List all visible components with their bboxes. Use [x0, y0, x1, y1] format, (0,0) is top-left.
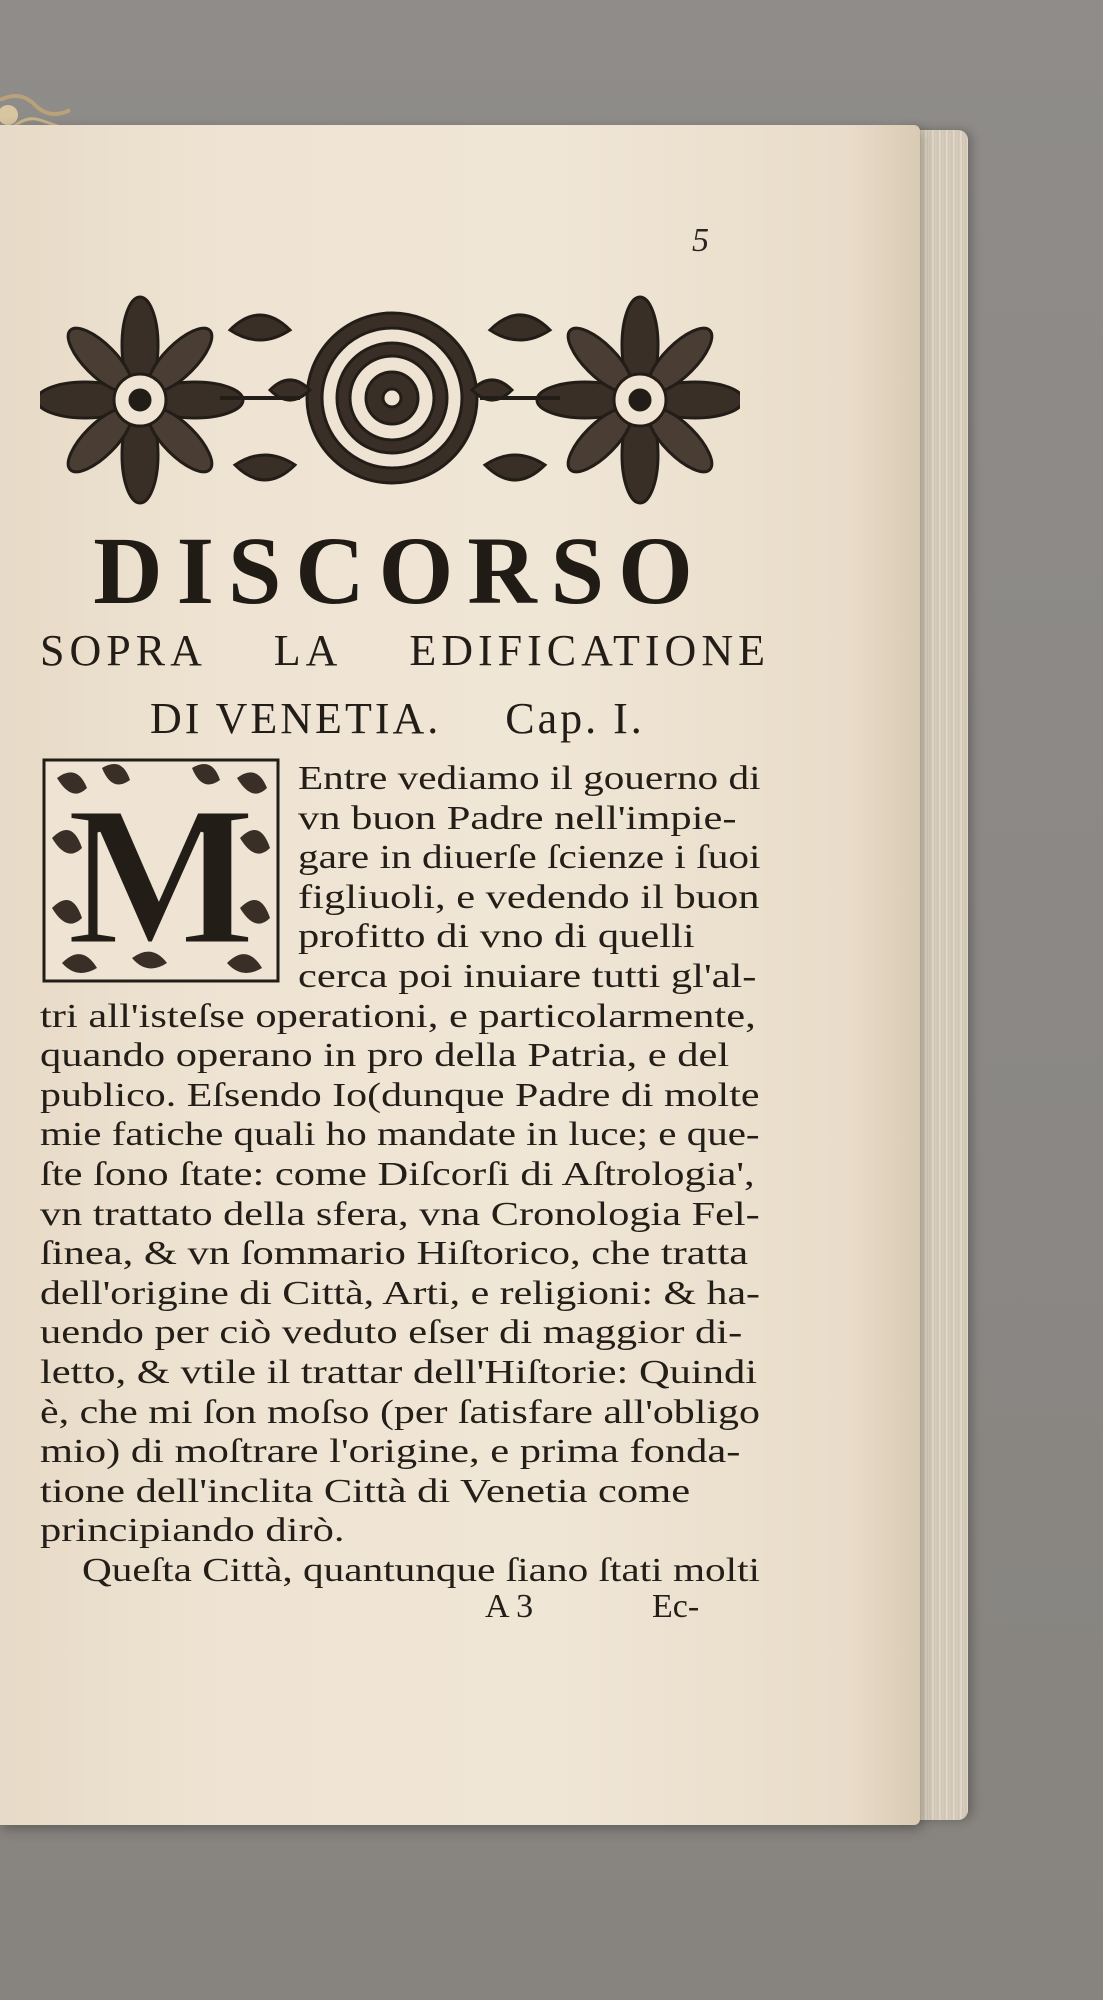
body-line: Entre vediamo il gouerno di [298, 760, 761, 797]
body-line: gare in diuerſe ſcienze i ſuoi [298, 839, 761, 877]
chapter-subtitle-line-2 [150, 693, 645, 744]
floral-ornament-band [40, 290, 740, 510]
chapter-subtitle-line-1: SOPRA LA EDIFICATIONE [40, 626, 770, 675]
page-number: 5 [692, 222, 709, 259]
body-line: Queſta Città, quantunque ſiano ſtati molti [82, 1552, 761, 1589]
subtitle-chapter-number: Cap. I. [505, 694, 645, 743]
body-line: cerca poi inuiare tutti gl'al- [298, 958, 757, 995]
drop-cap-letter: M [66, 766, 256, 983]
body-line: principiando dirò. [40, 1512, 345, 1550]
body-line: tione dell'inclita Città di Venetia come [40, 1472, 691, 1510]
body-line: mie fatiche quali ho mandate in luce; e que- [40, 1116, 760, 1154]
catchword: Ec- [652, 1588, 700, 1625]
decorated-initial [42, 758, 280, 983]
body-line: publico. Eſsendo Io(dunque Padre di molte [40, 1076, 760, 1114]
body-line: profitto di vno di quelli [298, 918, 695, 956]
body-line: ſinea, & vn ſommario Hiſtorico, che tratta [40, 1235, 749, 1273]
body-line: mio) di moſtrare l'origine, e prima fonda- [40, 1433, 741, 1471]
body-line: tri all'isteſse operationi, e particolarmente, [40, 997, 756, 1035]
body-line: vn trattato della sfera, vna Cronologia Fel- [40, 1195, 760, 1233]
body-line: quando operano in pro della Patria, e del [40, 1037, 730, 1075]
body-line: ſte ſono ſtate: come Diſcorſi di Aſtrologia', [40, 1156, 755, 1193]
chapter-title: DISCORSO [93, 517, 707, 624]
subtitle-place: DI VENETIA. [150, 694, 442, 743]
body-line: letto, & vtile il trattar dell'Hiſtorie: Quindi [40, 1354, 758, 1391]
body-line: è, che mi ſon moſso (per ſatisfare all'obligo [40, 1393, 760, 1431]
body-line: dell'origine di Città, Arti, e religioni: & ha- [40, 1274, 760, 1312]
body-line: uendo per ciò veduto eſser di maggior di- [40, 1314, 743, 1352]
body-line: figliuoli, e vedendo il buon [298, 878, 760, 916]
signature-mark: A 3 [485, 1588, 534, 1625]
body-line: vn buon Padre nell'impie- [298, 799, 737, 837]
